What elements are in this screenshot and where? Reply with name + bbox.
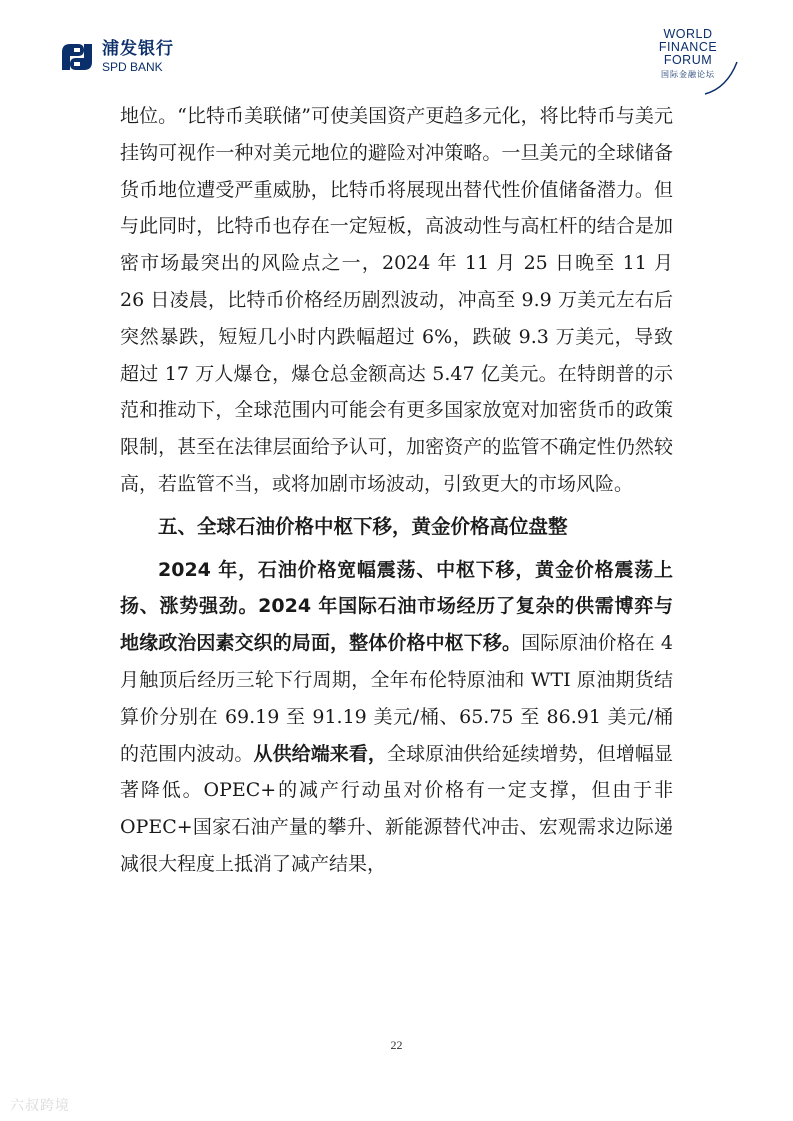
section-heading: 五、全球石油价格中枢下移，黄金价格高位盘整 [158, 514, 568, 538]
page-number: 22 [390, 1038, 403, 1052]
paragraph-oil-gold [120, 552, 673, 883]
spd-bank-logo-icon [58, 40, 96, 74]
spd-bank-logo [58, 40, 174, 74]
world-finance-forum-logo [643, 28, 733, 80]
swoosh-icon [701, 58, 741, 98]
document-body [120, 98, 673, 883]
forum-name-cn: 国际金融论坛 [661, 70, 715, 79]
watermark: 六叔跨境 [10, 1098, 70, 1114]
body-text-supply: 全球原油供给延续增势，但增幅显著降低。OPEC+的减产行动虽对价格有一定支撑，但由于非 OPEC+国家石油产量的攀升、新能源替代冲击、宏观需求边际递减很大程度上抵消了减产结果， [120, 742, 673, 875]
bold-text-supply: 从供给端来看， [253, 742, 387, 765]
forum-line-1: WORLD [663, 27, 713, 41]
forum-line-2: FINANCE [658, 40, 718, 54]
bank-name-en: SPD BANK [102, 60, 163, 74]
forum-line-3: FORUM [663, 53, 713, 67]
body-text-oil-prices: 国际原油价格在 4 月触顶后经历三轮下行周期，全年布伦特原油和 WTI 原油期货结算价分别在 69.19 至 91.19 美元/桶、65.75 至 86.91 美元/桶的范围内波动。 [120, 632, 673, 765]
page-header [0, 0, 793, 100]
paragraph-bitcoin: 地位。“比特币美联储”可使美国资产更趋多元化，将比特币与美元挂钩可视作一种对美元地位的避险对冲策略。一旦美元的全球储备货币地位遭受严重威胁，比特币将展现出替代性价值储备潜力。但与此同时，比特币也存在一定短板，高波动性与高杠杆的结合是加密市场最突出的风险点之一，2024 年 11 月 25 日晚至 11 月 26 日凌晨，比特币价格经历剧烈波动，冲高至 9.9 万美元左右后突然暴跌，短短几小时内跌幅超过 6%，跌破 9.3 万美元，导致超过 17 万人爆仓，爆仓总金额高达 5.47 亿美元。在特朗普的示范和推动下，全球范围内可能会有更多国家放宽对加密货币的政策限制，甚至在法律层面给予认可，加密资产的监管不确定性仍然较高，若监管不当，或将加剧市场波动，引致更大的市场风险。 [120, 105, 673, 495]
bold-text-summary: 2024 年，石油价格宽幅震荡、中枢下移，黄金价格震荡上扬、涨势强劲。2024 年国际石油市场经历了复杂的供需博弈与地缘政治因素交织的局面，整体价格中枢下移。 [120, 558, 673, 655]
bank-name-cn: 浦发银行 [102, 39, 174, 59]
